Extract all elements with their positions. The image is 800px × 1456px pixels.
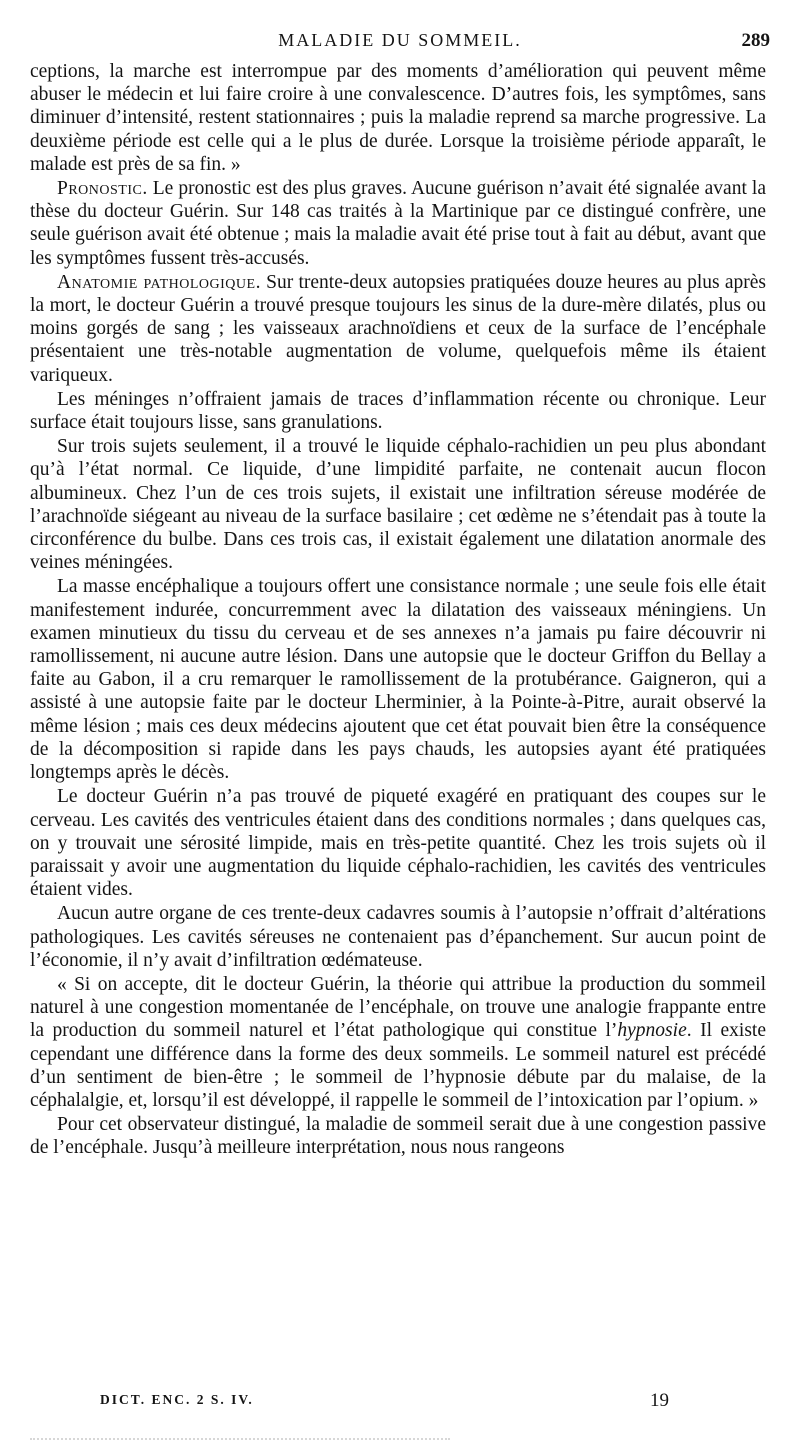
section-lead-pronostic: Pronostic.	[57, 178, 148, 200]
paragraph: Aucun autre organe de ces trente-deux cadavres soumis à l’autopsie n’offrait d’altérations pathologiques. Les cavités séreuses ne contenaient pas d’épanchement. Sur aucun point de l’économie, il n’y avait d’infiltration œdémateuse.	[30, 903, 766, 971]
paragraph: Pour cet observateur distingué, la maladie de sommeil serait due à une congestion passive de l’encéphale. Jusqu’à meilleure interprétation, nous nous rangeons	[30, 1114, 766, 1159]
paragraph: Les méninges n’offraient jamais de traces d’inflammation récente ou chronique. Leur surface était toujours lisse, sans granulations.	[30, 388, 766, 434]
print-specks	[30, 1438, 450, 1442]
paragraph-text: Sur trente-deux autopsies pratiquées douze heures au plus après la mort, le docteur Guérin a trouvé presque toujours les sinus de la dure-mère dilatés, plus ou moins gorgés de sang ; les vaisseaux arachnoïdiens et ceux de la surface de l’encéphale présentaient une très-notable augmentation de volume, quelquefois même ils étaient variqueux.	[30, 271, 766, 386]
running-title: MALADIE DU SOMMEIL.	[278, 30, 522, 50]
signature-number: 19	[650, 1390, 669, 1411]
emphasis-hypnosie: hypnosie	[617, 1020, 687, 1042]
page-number: 289	[741, 30, 770, 51]
paragraph: La masse encéphalique a toujours offert une consistance normale ; une seule fois elle était manifestement indurée, concurremment avec la dilatation des vaisseaux méningiens. Un examen minutieux du tissu du cerveau et de ses annexes n’a jamais pu faire découvrir ni ramollissement, ni aucune autre lésion. Dans une autopsie que le docteur Griffon du Bellay a faite au Gabon, il a cru remarquer le ramollissement de la protubérance. Gaigneron, qui a assisté à une autopsie faite par le docteur Lherminier, à la Pointe-à-Pitre, aurait observé la même lésion ; mais ces deux médecins ajoutent que cet état pouvait bien être la conséquence de la décomposition si rapide dans les pays chauds, les autopsies ayant été pratiquées longtemps après le décès.	[30, 576, 766, 784]
paragraph-pronostic	[30, 177, 766, 270]
paragraph-quote	[30, 973, 766, 1112]
paragraph: Le docteur Guérin n’a pas trouvé de piqueté exagéré en pratiquant des coupes sur le cerveau. Les cavités des ventricules étaient dans des conditions normales ; dans quelques cas, on y trouvait une sérosité limpide, mais en très-petite quantité. Chez les trois sujets où il paraissait y avoir une augmentation du liquide céphalo-rachidien, les cavités des ventricules étaient vides.	[30, 786, 766, 901]
body-text	[30, 60, 766, 1161]
paragraph: Sur trois sujets seulement, il a trouvé le liquide céphalo-rachidien un peu plus abondant qu’à l’état normal. Ce liquide, d’une limpidité parfaite, ne contenait aucun flocon albumineux. Chez l’un de ces trois sujets, il existait une infiltration séreuse modérée de l’arachnoïde siégeant au niveau de la surface basilaire ; cet œdème ne s’étendait pas à toute la circonférence du bulbe. Dans ces trois cas, il existait également une dilatation anormale des veines méningées.	[30, 436, 766, 574]
paragraph: ceptions, la marche est interrompue par des moments d’amélioration qui peuvent même abuser le médecin et lui faire croire à une convalescence. D’autres fois, les symptômes, sans diminuer d’intensité, restent stationnaires ; puis la maladie reprend sa marche progressive. La deuxième période est celle qui a le plus de durée. Lorsque la troisième période apparaît, le malade est près de sa fin. »	[30, 61, 766, 175]
paragraph-anatomie	[30, 271, 766, 387]
paragraph-text: . Il existe cependant une différence dans la forme des deux sommeils. Le sommeil naturel est précédé d’un sentiment de bien-être ; le sommeil de l’hypnosie débute par du malaise, de la céphalalgie, et, lorsqu’il est développé, il rappelle le sommeil de l’intoxication par l’opium. »	[30, 1020, 766, 1111]
paragraph-text: « Si on accepte, dit le docteur Guérin, la théorie qui attribue la production du sommeil naturel à une congestion momentanée de l’encéphale, on trouve une analogie frappante entre la production du sommeil naturel et l’état pathologique qui constitue l’	[30, 973, 766, 1042]
page-footer	[100, 1392, 740, 1416]
signature-mark: DICT. ENC. 2 S. IV.	[100, 1392, 254, 1407]
paragraph-text: Le pronostic est des plus graves. Aucune guérison n’avait été signalée avant la thèse du docteur Guérin. Sur 148 cas traités à la Martinique par ce distingué confrère, une seule guérison avait été obtenue ; mais la maladie avait été prise tout à fait au début, avant que les symptômes fussent très-accusés.	[30, 178, 766, 269]
section-lead-anatomie: Anatomie pathologique.	[57, 271, 261, 293]
running-header	[30, 30, 770, 56]
